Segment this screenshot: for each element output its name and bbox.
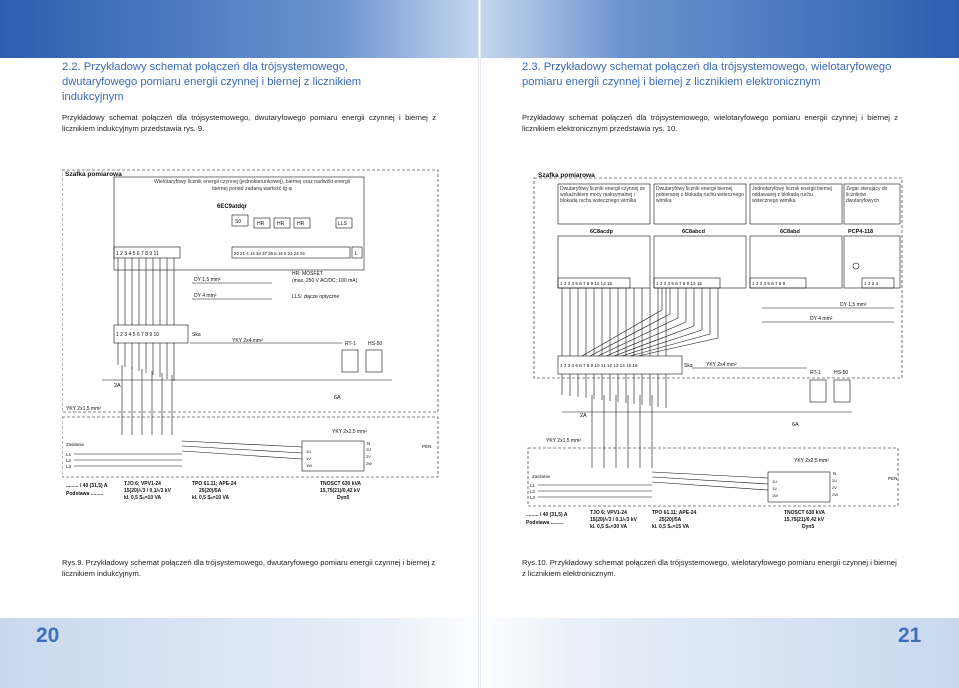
clock-terminals: 1 2 3 4 (864, 281, 879, 286)
u1-label: 1U (772, 479, 778, 484)
so-label: S0 (235, 219, 242, 225)
lls-note: LLS: złącze optyczne (292, 294, 340, 300)
yky215-label: YKY 2x1,5 mm² (66, 406, 101, 412)
w2-label: 2W (832, 492, 838, 497)
fuse-2a-label: 2A (114, 383, 121, 389)
zasilanie-label: Zasilanie (66, 442, 85, 447)
tjo-1: TJO 6; VPV1-24 (124, 481, 161, 487)
meter2-terminals: 1 2 3 4 5 6 7 8 9 13 15 (656, 281, 702, 286)
hr-note: HR: MOSFET (292, 271, 323, 277)
section-heading-2-2: 2.2. Przykładowy schemat połączeń dla trójsystemowego, dwutaryfowego pomiaru energii czynnej i biernej z licznikiem indukcyjnym (62, 61, 362, 103)
meter-model: 6EC9atdqr (217, 204, 248, 210)
wiring-diagram-rys10 (522, 170, 906, 536)
lls-label: LLS (338, 221, 347, 227)
tjo-3: kl. 0,5 Sₙ=10 VA (124, 495, 162, 501)
l3-label: L3 (66, 464, 72, 469)
strip-terminals: 1 2 3 4 5 6 7 8 9 10 11 12 13 14 15 16 (560, 363, 638, 368)
l3-label: L3 (530, 495, 536, 500)
hr-label-1: HR (257, 221, 265, 227)
tjo-1: TJO 6; VPV1-24 (590, 510, 627, 516)
right-caption: Rys.10. Przykładowy schemat połączeń dla trójsystemowego, wielotaryfowego pomiaru energii czynnej i biernej z licznikiem elektronicznym. (522, 558, 897, 578)
podstawa-1: ......... / 40 (31,5) A (526, 512, 568, 518)
yky24-label: YKY 2x4 mm² (232, 338, 263, 344)
tjo-3: kl. 0,5 Sₙ=30 VA (590, 524, 628, 530)
hr-label-3: HR (297, 221, 305, 227)
cabinet-label: Szafka pomiarowa (65, 171, 122, 178)
v1-label: 1V (306, 456, 311, 461)
l2-label: L2 (66, 458, 72, 463)
yky225-label: YKY 2x2,5 mm² (794, 458, 829, 464)
ska-label: Ska (684, 363, 693, 369)
wiring-diagram-rys9 (62, 165, 442, 515)
terminal-l: L (355, 251, 358, 257)
trafo-1: TNOSCT 630 kVA (320, 481, 362, 487)
yky215-label: YKY 2x1,5 mm² (546, 438, 581, 444)
meter3-model: 6C8abd (780, 229, 800, 235)
trafo-3: Dyn5 (802, 524, 815, 530)
meter3-description: Jednotaryfowy licznik energii biernej oddawanej z blokadą ruchu wstecznego wirnika (752, 186, 833, 204)
meter-terminals-a: 1 2 3 4 5 6 7 8 9 11 (116, 251, 159, 257)
cabinet-label: Szafka pomiarowa (538, 172, 595, 179)
dy4-label: DY 4 mm² (810, 316, 833, 322)
w1-label: 1W (772, 493, 778, 498)
dy4-label: DY 4 mm² (194, 293, 217, 299)
u2-label: 2U (366, 447, 372, 452)
tjo-2: 15(20)/√3 / 0,1/√3 kV (124, 488, 171, 494)
trafo-3: Dyn5 (337, 495, 350, 501)
pen-label: PEN (422, 444, 432, 449)
trafo-1: TNOSCT 630 kVA (784, 510, 826, 516)
meter-terminals-b: 20 21 4 14 34 37 35 6 16 5 23 24 25 (234, 251, 305, 256)
l2-label: L2 (530, 489, 536, 494)
fuse-6a-label: 6A (334, 395, 341, 401)
w2-label: 2W (366, 461, 372, 466)
rt1-label: RT-1 (345, 341, 356, 347)
clock-model: PCP4-118 (848, 229, 874, 235)
n-label: N (833, 471, 837, 476)
meter2-description: Dwutaryfowy licznik energii biernej pobieranej z blokadą ruchu wstecznego wirnika (656, 186, 744, 204)
tpo-3: kl. 0,5 Sₙ=15 VA (652, 524, 690, 530)
tjo-2: 15(20)/√3 / 0,1/√3 kV (590, 517, 637, 523)
u1-label: 1U (306, 449, 312, 454)
hr-note-2: (max. 250 V AC/DC; 100 mA) (292, 278, 358, 284)
tpo-2: 25(20)/5A (199, 488, 222, 494)
podstawa-1: ......... / 40 (31,5) A (66, 483, 108, 489)
meter1-terminals: 1 2 3 4 5 6 7 8 9 11 13 15 (560, 281, 613, 286)
podstawa-2: Podstawa ......... (526, 520, 564, 526)
strip-terminals: 1 2 3 4 5 6 7 8 9 10 (116, 332, 160, 338)
l1-label: L1 (66, 452, 72, 457)
meter1-description: Dwutaryfowy licznik energii czynnej ze wskaźnikiem mocy maksymalnej i blokadą ruchu wstecznego wirnika (560, 186, 646, 204)
section-heading-2-3: 2.3. Przykładowy schemat połączeń dla trójsystemowego, wielotaryfowego pomiaru energii czynnej i biernej z licznikiem elektronicznym (522, 61, 892, 88)
fuse-2a-label: 2A (580, 413, 587, 419)
page-number-left: 20 (36, 624, 60, 647)
rt1-label: RT-1 (810, 370, 821, 376)
wire (182, 441, 302, 447)
tpo-1: TPO 61.11; APE-24 (652, 510, 697, 516)
meter1-model: 6C8acdp (590, 229, 613, 235)
dy15-label: DY 1,5 mm² (194, 277, 221, 283)
left-paragraph: Przykładowy schemat połączeń dla trójsystemowego, dwutaryfowego pomiaru energii czynnej i biernej z licznikiem indukcyjnym przedstawia rys. 9. (62, 113, 436, 133)
v1-label: 1V (772, 486, 777, 491)
page-number-right: 21 (898, 624, 922, 647)
yky24-label: YKY 2x4 mm² (706, 362, 737, 368)
fuse-6a-label: 6A (792, 422, 799, 428)
hs50-label: HS-50 (834, 370, 849, 376)
meter-description: Wielotaryfowy licznik energii czynnej (jednokierunkowej), biernej oraz nadwżki energii biernej ponad zadaną wartość tg φ (153, 179, 351, 192)
meter2-model: 6C8abcd (682, 229, 705, 235)
left-caption: Rys.9. Przykładowy schemat połączeń dla trójsystemowego, dwutaryfowego pomiaru energii czynnej i biernej z licznikiem indukcyjnym. (62, 558, 436, 578)
u2-label: 2U (832, 478, 838, 483)
yky225-label: YKY 2x2,5 mm² (332, 429, 367, 435)
hs50-label: HS-50 (368, 341, 383, 347)
tpo-2: 25(20)/5A (659, 517, 682, 523)
l1-label: L1 (530, 483, 536, 488)
v2-label: 2V (832, 485, 837, 490)
podstawa-2: Podstawa ......... (66, 491, 104, 497)
dy15-label: DY 1,5 mm² (840, 302, 867, 308)
meter3-terminals: 1 2 3 4 5 6 7 8 9 (752, 281, 786, 286)
hr-label-2: HR (277, 221, 285, 227)
trafo-2: 15,75(21)/0,42 kV (320, 488, 361, 494)
ska-label: Ska (192, 332, 201, 338)
pen-label: PEN (888, 476, 898, 481)
trafo-2: 15,75(21)/0,42 kV (784, 517, 825, 523)
right-paragraph: Przykładowy schemat połączeń dla trójsystemowego, wielotaryfowego pomiaru energii czynnej i biernej z licznikiem elektronicznym przedstawia rys. 10. (522, 113, 898, 133)
zasilanie-label: Zasilanie (532, 474, 551, 479)
tpo-3: kl. 0,5 Sₙ=10 VA (192, 495, 230, 501)
v2-label: 2V (366, 454, 371, 459)
w1-label: 1W (306, 463, 312, 468)
tpo-1: TPO 61.11; APE-24 (192, 481, 237, 487)
book-spine (478, 0, 481, 688)
clock-description: Zegar sterujący do liczników dwutaryfowych (846, 186, 888, 204)
n-label: N (367, 441, 371, 446)
wire (652, 472, 768, 478)
